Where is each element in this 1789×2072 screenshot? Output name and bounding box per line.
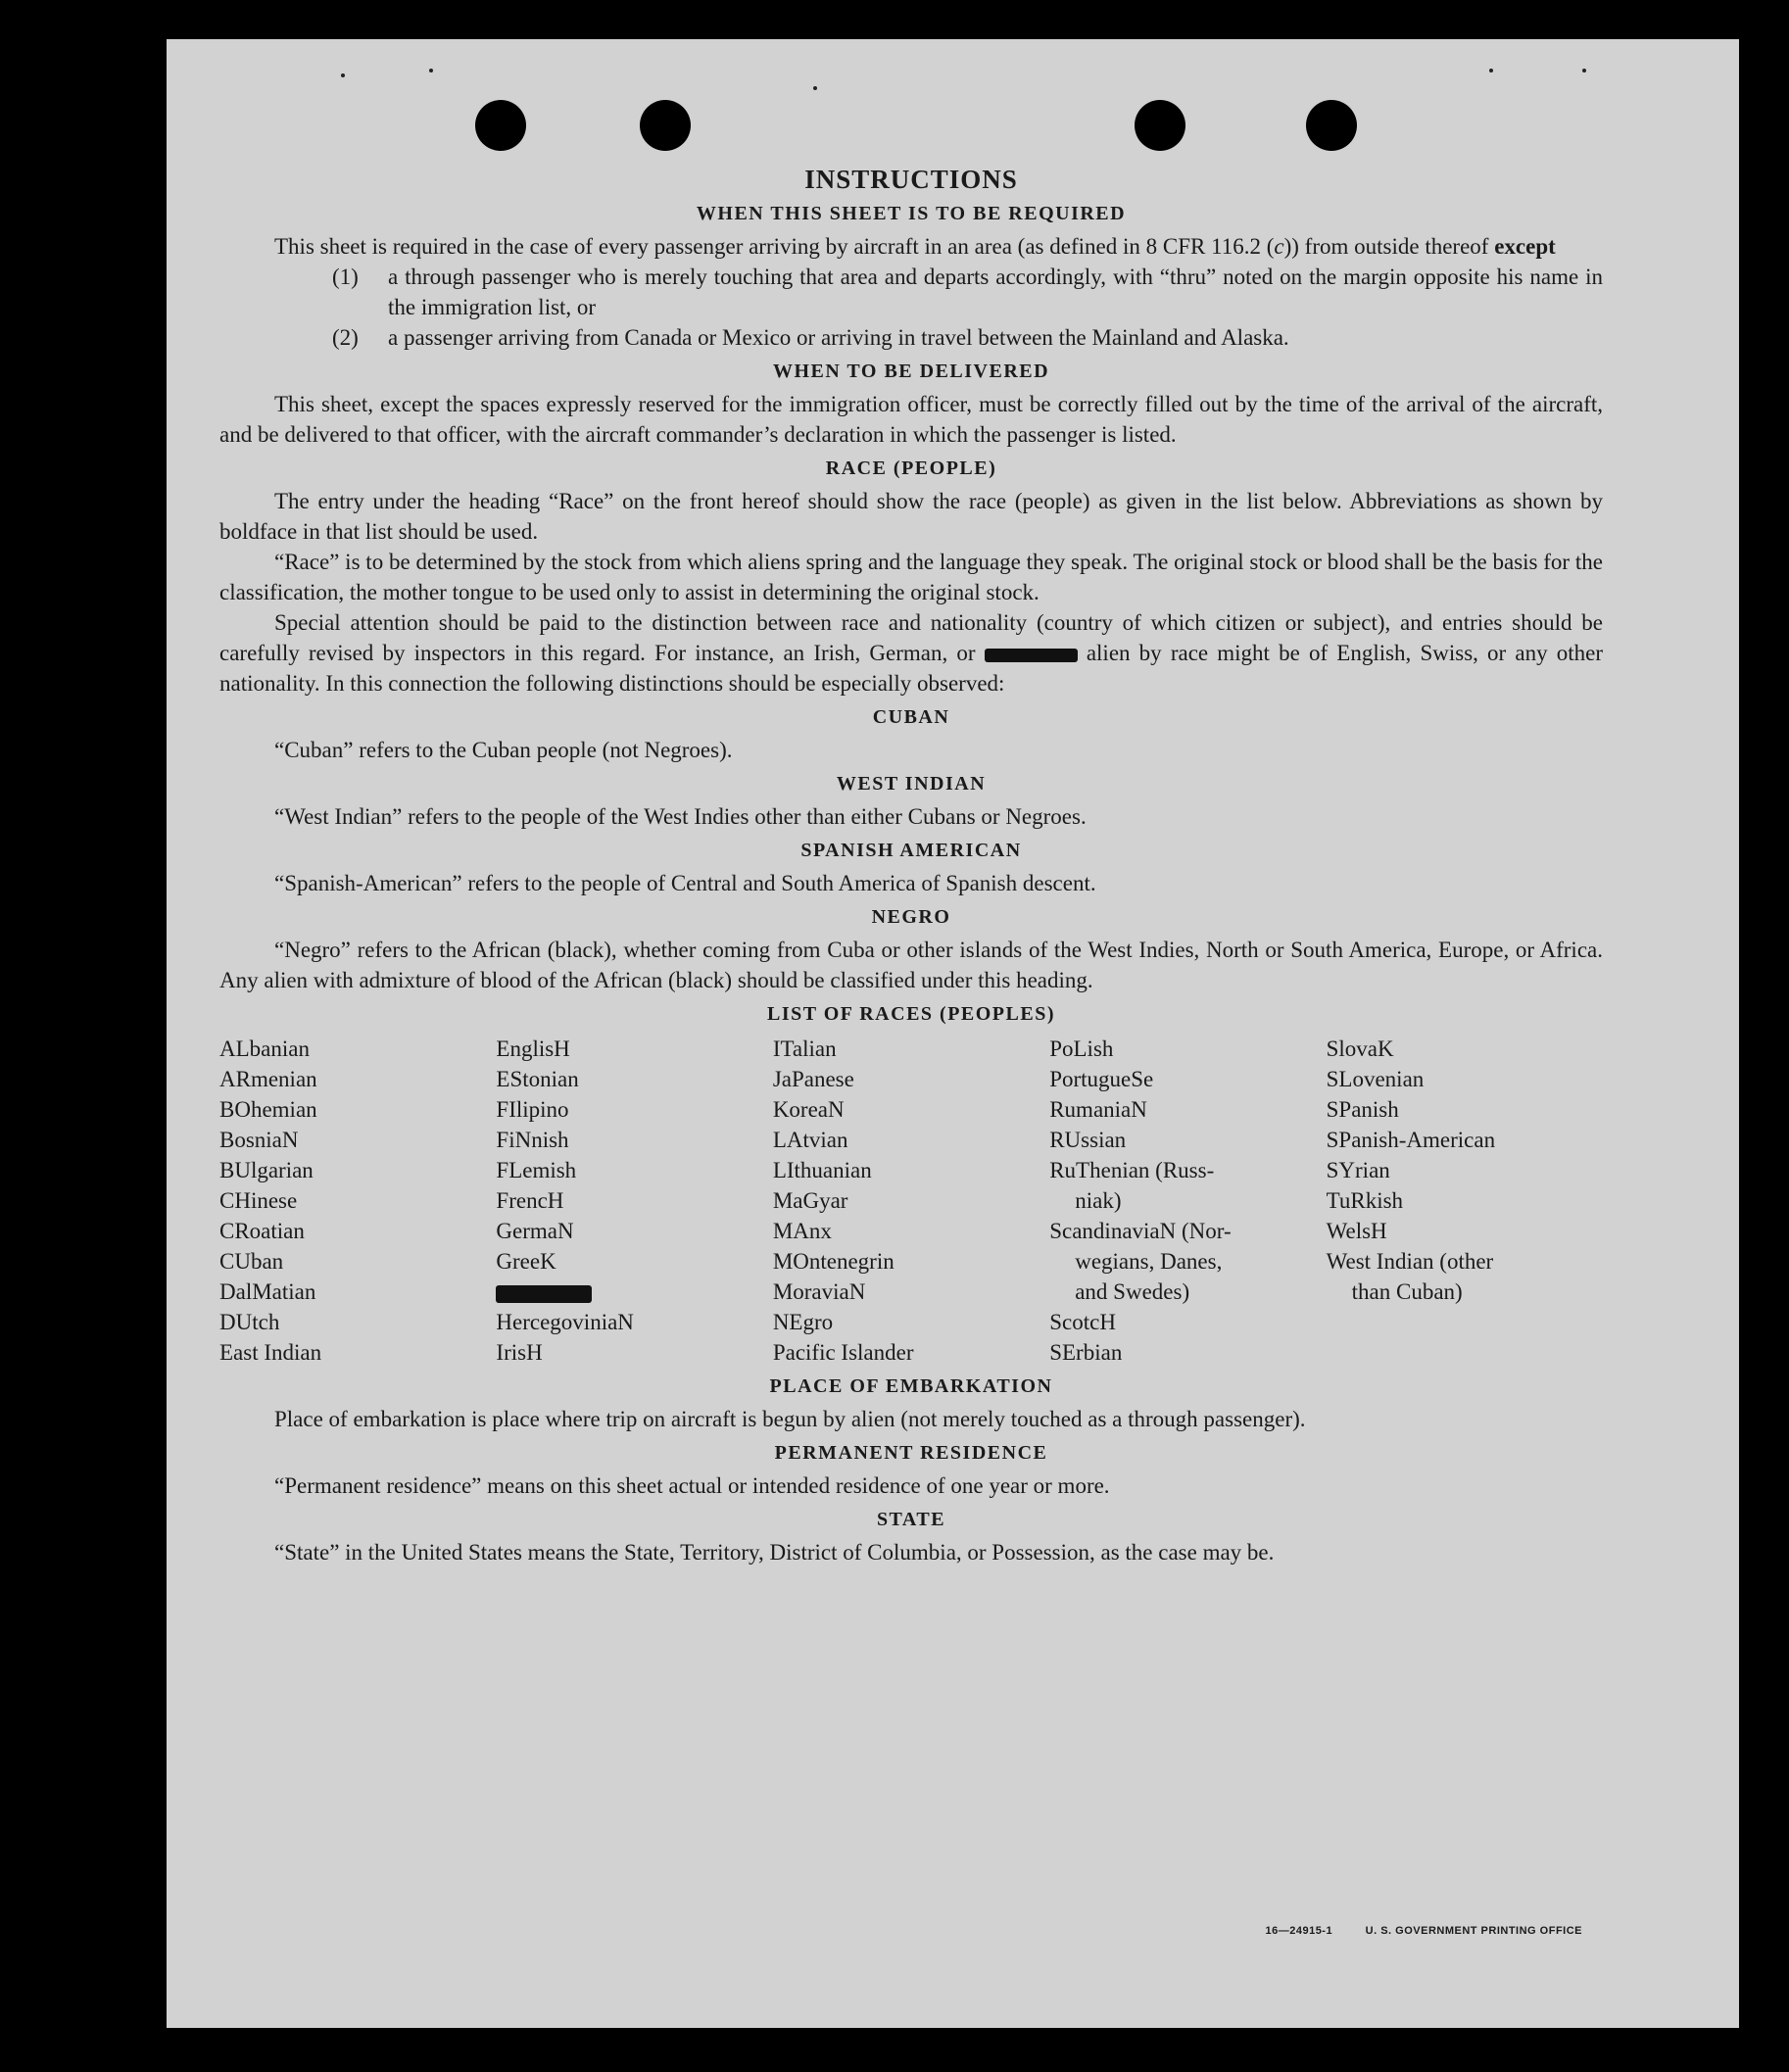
race-entry: niak)	[1075, 1188, 1122, 1213]
heading-cuban: CUBAN	[872, 706, 950, 728]
redaction-mark	[985, 649, 1078, 662]
race-entry: CUban	[219, 1249, 284, 1274]
race-entry: SYrian	[1326, 1158, 1390, 1182]
punch-hole	[1306, 100, 1357, 151]
race-entry: BOhemian	[219, 1097, 317, 1122]
heading-spanish-american: SPANISH AMERICAN	[800, 840, 1022, 861]
race-entry: HercegoviniaN	[496, 1310, 634, 1334]
paragraph-race-2: “Race” is to be determined by the stock from which aliens spring and the language they speak. The original stock or blood shall be the basis for the classification, the mother tongue to be used only to assist in determining the original stock.	[219, 550, 1603, 604]
race-entry: ARmenian	[219, 1067, 317, 1091]
speck	[1489, 69, 1493, 72]
heading-west-indian: WEST INDIAN	[836, 773, 987, 795]
speck	[429, 69, 433, 72]
race-entry: IrisH	[496, 1340, 543, 1365]
race-entry: Pacific Islander	[772, 1340, 914, 1365]
race-entry: WelsH	[1326, 1219, 1387, 1243]
race-entry: ScandinaviaN (Nor-	[1049, 1219, 1232, 1243]
race-entry: DalMatian	[219, 1279, 316, 1304]
race-entry: ScotcH	[1049, 1310, 1116, 1334]
race-entry: MoraviaN	[772, 1279, 866, 1304]
race-entry: than Cuban)	[1351, 1279, 1463, 1304]
race-entry: LAtvian	[772, 1128, 848, 1152]
heading-when-required: WHEN THIS SHEET IS TO BE REQUIRED	[696, 203, 1127, 224]
race-entry: KoreaN	[772, 1097, 845, 1122]
punch-hole	[475, 100, 526, 151]
paragraph-required: This sheet is required in the case of every passenger arriving by aircraft in an area (as defined in 8 CFR 116.2 (c)) from outside thereof except	[274, 234, 1556, 259]
race-entry: wegians, Danes,	[1075, 1249, 1223, 1274]
race-entry: MAnx	[772, 1219, 832, 1243]
race-entry: West Indian (other	[1326, 1249, 1494, 1274]
race-entry: FrencH	[496, 1188, 564, 1213]
heading-list-of-races: LIST OF RACES (PEOPLES)	[766, 1003, 1055, 1025]
race-entry: GermaN	[496, 1219, 574, 1243]
race-entry-redacted	[496, 1277, 772, 1307]
punch-hole	[640, 100, 691, 151]
race-entry: SErbian	[1049, 1340, 1123, 1365]
instructions-content	[219, 165, 1603, 1567]
heading-when-delivered: WHEN TO BE DELIVERED	[772, 361, 1050, 382]
races-column	[496, 1034, 772, 1368]
paragraph-west-indian: “West Indian” refers to the people of the West Indies other than either Cubans or Negroes.	[274, 804, 1087, 829]
heading-race: RACE (PEOPLE)	[825, 458, 997, 479]
paragraph-race-1: The entry under the heading “Race” on the front hereof should show the race (people) as given in the list below. Abbreviations as shown by boldface in that list should be used.	[219, 489, 1603, 544]
race-entry: PortugueSe	[1049, 1067, 1154, 1091]
race-entry: RUssian	[1049, 1128, 1127, 1152]
race-entry: PoLish	[1049, 1036, 1114, 1061]
race-entry: FLemish	[496, 1158, 577, 1182]
heading-embarkation: PLACE OF EMBARKATION	[769, 1375, 1053, 1397]
heading-state: STATE	[876, 1509, 946, 1530]
race-entry: RuThenian (Russ-	[1049, 1158, 1215, 1182]
race-entry: SLovenian	[1326, 1067, 1425, 1091]
paragraph-cuban: “Cuban” refers to the Cuban people (not Negroes).	[274, 738, 733, 762]
race-entry: FIlipino	[496, 1097, 569, 1122]
race-entry: ALbanian	[219, 1036, 310, 1061]
race-entry: East Indian	[219, 1340, 322, 1365]
races-column	[1049, 1034, 1326, 1368]
speck	[813, 86, 817, 90]
paragraph-embarkation: Place of embarkation is place where trip on aircraft is begun by alien (not merely touched as a through passenger).	[274, 1407, 1306, 1431]
printer-imprint: U. S. GOVERNMENT PRINTING OFFICE	[1365, 1925, 1582, 1937]
race-entry: CRoatian	[219, 1219, 305, 1243]
heading-negro: NEGRO	[871, 906, 951, 928]
document-page	[167, 39, 1739, 2028]
races-list	[219, 1034, 1603, 1368]
race-entry: ITalian	[772, 1036, 837, 1061]
race-entry: SPanish-American	[1326, 1128, 1496, 1152]
form-number: 16—24915-1	[1265, 1925, 1333, 1937]
paragraph-negro: “Negro” refers to the African (black), whether coming from Cuba or other islands of the West Indies, North or South America, Europe, or Africa. Any alien with admixture of blood of the African (black) should be classified under this heading.	[219, 938, 1603, 992]
race-entry: NEgro	[772, 1310, 834, 1334]
list-item: (2) a passenger arriving from Canada or Mexico or arriving in travel between the Mainland and Alaska.	[332, 325, 1289, 350]
speck	[341, 73, 345, 77]
heading-permanent-residence: PERMANENT RESIDENCE	[774, 1442, 1048, 1464]
printer-footer	[1235, 1925, 1582, 1937]
race-entry: SlovaK	[1326, 1036, 1394, 1061]
page-title: INSTRUCTIONS	[804, 165, 1018, 194]
list-item: (1) a through passenger who is merely touching that area and departs accordingly, with “thru” noted on the margin opposite his name in the immigration list, or	[332, 265, 1603, 319]
race-entry: BosniaN	[219, 1128, 299, 1152]
redaction-mark	[496, 1285, 592, 1303]
paragraph-spanish-american: “Spanish-American” refers to the people of Central and South America of Spanish descent.	[274, 871, 1096, 895]
race-entry: FiNnish	[496, 1128, 569, 1152]
race-entry: EStonian	[496, 1067, 579, 1091]
races-column	[219, 1034, 496, 1368]
race-entry: MOntenegrin	[772, 1249, 894, 1274]
race-entry: TuRkish	[1326, 1188, 1404, 1213]
race-entry: and Swedes)	[1075, 1279, 1190, 1304]
race-entry: DUtch	[219, 1310, 280, 1334]
race-entry: BUlgarian	[219, 1158, 314, 1182]
race-entry: EnglisH	[496, 1036, 570, 1061]
race-entry: CHinese	[219, 1188, 298, 1213]
punch-hole	[1135, 100, 1185, 151]
race-entry: SPanish	[1326, 1097, 1399, 1122]
speck	[1582, 69, 1586, 72]
paragraph-delivered: This sheet, except the spaces expressly reserved for the immigration officer, must be correctly filled out by the time of the arrival of the aircraft, and be delivered to that officer, with the aircraft commander’s declaration in which the passenger is listed.	[219, 392, 1603, 447]
races-column	[773, 1034, 1049, 1368]
race-entry: LIthuanian	[772, 1158, 872, 1182]
race-entry: MaGyar	[772, 1188, 848, 1213]
paragraph-race-3: Special attention should be paid to the distinction between race and nationality (country of which citizen or subject), and entries should be carefully revised by inspectors in this regard. For instance, an Irish, German, or alien by race might be of English, Swiss, or any other nationality. In this connection the following distinctions should be especially observed:	[219, 610, 1603, 696]
paragraph-permanent-residence: “Permanent residence” means on this sheet actual or intended residence of one year or more.	[274, 1473, 1110, 1498]
race-entry: JaPanese	[772, 1067, 854, 1091]
races-column	[1327, 1034, 1603, 1368]
race-entry: RumaniaN	[1049, 1097, 1147, 1122]
race-entry: GreeK	[496, 1249, 556, 1274]
paragraph-state: “State” in the United States means the State, Territory, District of Columbia, or Possession, as the case may be.	[274, 1540, 1275, 1565]
